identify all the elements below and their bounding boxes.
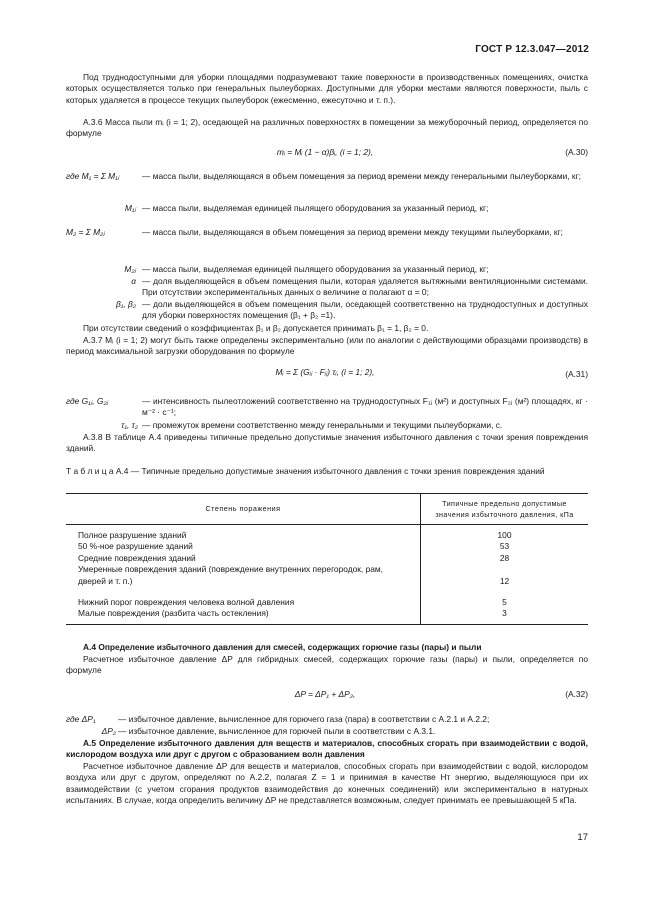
equation-number-a32: (А.32) — [565, 689, 588, 699]
section-a4-text: Расчетное избыточное давление ΔP для гибридных смесей, содержащих горючие газы (пары) и пыли, определяется по формуле — [66, 654, 588, 676]
equation-number-a31: (А.31) — [565, 369, 588, 379]
equation-number-a30: (А.30) — [565, 147, 588, 157]
table-row — [66, 541, 588, 552]
def-text-g: — интенсивность пылеотложений соответственно на труднодоступных F₁ⱼ (м²) и доступных F₂ⱼ (м²) площадях, кг · м⁻² · с⁻¹; — [142, 396, 588, 418]
def-text-m1: — масса пыли, выделяющаяся в объем помещения за период времени между генеральными пылеуборками, кг; — [142, 171, 581, 181]
table-row — [66, 564, 588, 597]
table-cell-value: 100 — [497, 530, 512, 540]
table-row — [66, 553, 588, 564]
def-text-dp2: — избыточное давление, вычисленное для горючей пыли в соответствии с А.3.1. — [118, 726, 436, 736]
table-cell-value: 53 — [499, 541, 510, 552]
def-text-beta: — доли выделяющейся в объем помещения пыли, оседающей соответственно на труднодоступных и доступных для уборки поверхностях помещения (β₁ + β₂ =1). — [142, 299, 588, 321]
table-cell-degree: Полное разрушение зданий — [66, 525, 421, 542]
table-cell-degree: Малые повреждения (разбита часть остекления) — [66, 608, 421, 624]
table-caption: Т а б л и ц а А.4 — Типичные предельно допустимые значения избыточного давления с точки зрения повреждения зданий — [66, 466, 545, 476]
def-label-alpha: α — [131, 276, 136, 286]
table-a4 — [66, 493, 588, 625]
table-cell-degree: Нижний порог повреждения человека волной давления — [66, 597, 421, 608]
table-cell-value: 12 — [499, 575, 510, 586]
table-cell-degree: Средние повреждения зданий — [66, 553, 421, 564]
table-header-degree: Степень поражения — [66, 494, 421, 525]
paragraph-a36: А.3.6 Масса пыли mᵢ (i = 1; 2), оседающей на различных поверхностях в помещении за межуборочный период, определяется по формуле — [66, 117, 588, 139]
def-text-m1j: — масса пыли, выделяемая единицей пылящего оборудования за указанный период, кг; — [142, 203, 489, 213]
paragraph-a37: А.3.7 Mᵢ (i = 1; 2) могут быть также определены экспериментально (или по аналогии с действующими образцами производств) в период максимальной загрузки оборудования по формуле — [66, 335, 588, 357]
def-label-m2j: M₂ⱼ — [124, 264, 136, 274]
table-row — [66, 608, 588, 624]
table-cell-value: 3 — [502, 608, 507, 619]
paragraph-a38: А.3.8 В таблице А.4 приведены типичные предельно допустимые значения избыточного давления с точки зрения повреждения зданий. — [66, 432, 588, 454]
table-row — [66, 597, 588, 608]
def-label-m1: где M₁ = Σ M₁ⱼ — [66, 171, 120, 181]
def-label-beta: β₁, β₂ — [115, 299, 136, 309]
formula-a30: mᵢ = Mᵢ (1 − α)βᵢ, (i = 1; 2), — [276, 147, 374, 157]
table-cell-value: 5 — [502, 597, 507, 608]
paragraph-beta-default: При отсутствии сведений о коэффициентах β₁ и β₂ допускается принимать β₁ = 1, β₂ = 0. — [83, 323, 429, 333]
section-a4-title: А.4 Определение избыточного давления для смесей, содержащих горючие газы (пары) и пыли — [83, 642, 482, 652]
paragraph-inaccessible-areas: Под труднодоступными для уборки площадями подразумевают такие поверхности в производственных помещениях, очистка которых осуществляется только при генеральных пылеуборках. Доступными для уборки местами являются поверхности, пыль с которых удаляется в процессе текущих пылеуборок (ежесменно, ежесуточно и т. п.). — [66, 72, 588, 105]
def-label-g: где G₁ⱼ, G₂ⱼ — [66, 396, 109, 406]
def-label-m1j: M₁ⱼ — [124, 203, 136, 213]
table-cell-value: 28 — [499, 552, 510, 563]
section-a5-text: Расчетное избыточное давление ΔP для веществ и материалов, способных сгорать при взаимодействии с водой, кислородом воздуха или друг с другом, определяют по А.2.2, полагая Z = 1 и принимая в качестве Hᴛ энергию, выделяющуюся при их взаимодействии (с учетом сгорания продуктов взаимодействия до конечных соединений) или экспериментально в натурных испытаниях. В случае, когда определить величину ΔP не представляется возможным, следует принимать ее превышающей 5 кПа. — [66, 761, 588, 806]
def-text-dp1: — избыточное давление, вычисленное для горючего газа (пара) в соответствии с А.2.1 и А.2.2; — [118, 714, 490, 724]
standard-header: ГОСТ Р 12.3.047—2012 — [475, 44, 589, 55]
formula-a32: ΔP = ΔP₁ + ΔP₂, — [294, 689, 356, 699]
table-row — [66, 525, 588, 542]
def-text-m2: — масса пыли, выделяющаяся в объем помещения за период времени между текущими пылеуборками, кг; — [142, 227, 563, 237]
section-a5-title: А.5 Определение избыточного давления для веществ и материалов, способных сгорать при взаимодействии с водой, кислородом воздуха или друг с другом с образованием волн давления — [66, 738, 588, 760]
formula-a31: Mᵢ = Σ (Gᵢⱼ · Fᵢⱼ) τᵢ, (i = 1; 2), — [275, 367, 375, 377]
def-label-dp1: где ΔP₁ — [66, 714, 96, 724]
page-number: 17 — [577, 832, 588, 843]
table-cell-degree: Умеренные повреждения зданий (повреждение внутренних перегородок, рам, дверей и т. п.) — [66, 564, 421, 597]
def-text-tau: — промежуток времени соответственно между генеральными и текущими пылеуборками, с. — [142, 420, 503, 430]
def-text-m2j: — масса пыли, выделяемая единицей пылящего оборудования за указанный период, кг; — [142, 264, 489, 274]
table-header-row — [66, 494, 588, 525]
def-label-dp2: ΔP₂ — [101, 726, 116, 736]
def-label-tau: τ₁, τ₂ — [121, 420, 138, 430]
def-text-alpha: — доля выделяющейся в объем помещения пыли, которая удаляется вытяжными вентиляционными системами. При отсутствии экспериментальных данных о величине α полагают α = 0; — [142, 276, 588, 298]
def-label-m2: M₂ = Σ M₂ⱼ — [66, 227, 105, 237]
table-cell-degree: 50 %-ное разрушение зданий — [66, 541, 421, 552]
table-header-value: Типичные предельно допустимые значения избыточного давления, кПа — [435, 498, 574, 519]
